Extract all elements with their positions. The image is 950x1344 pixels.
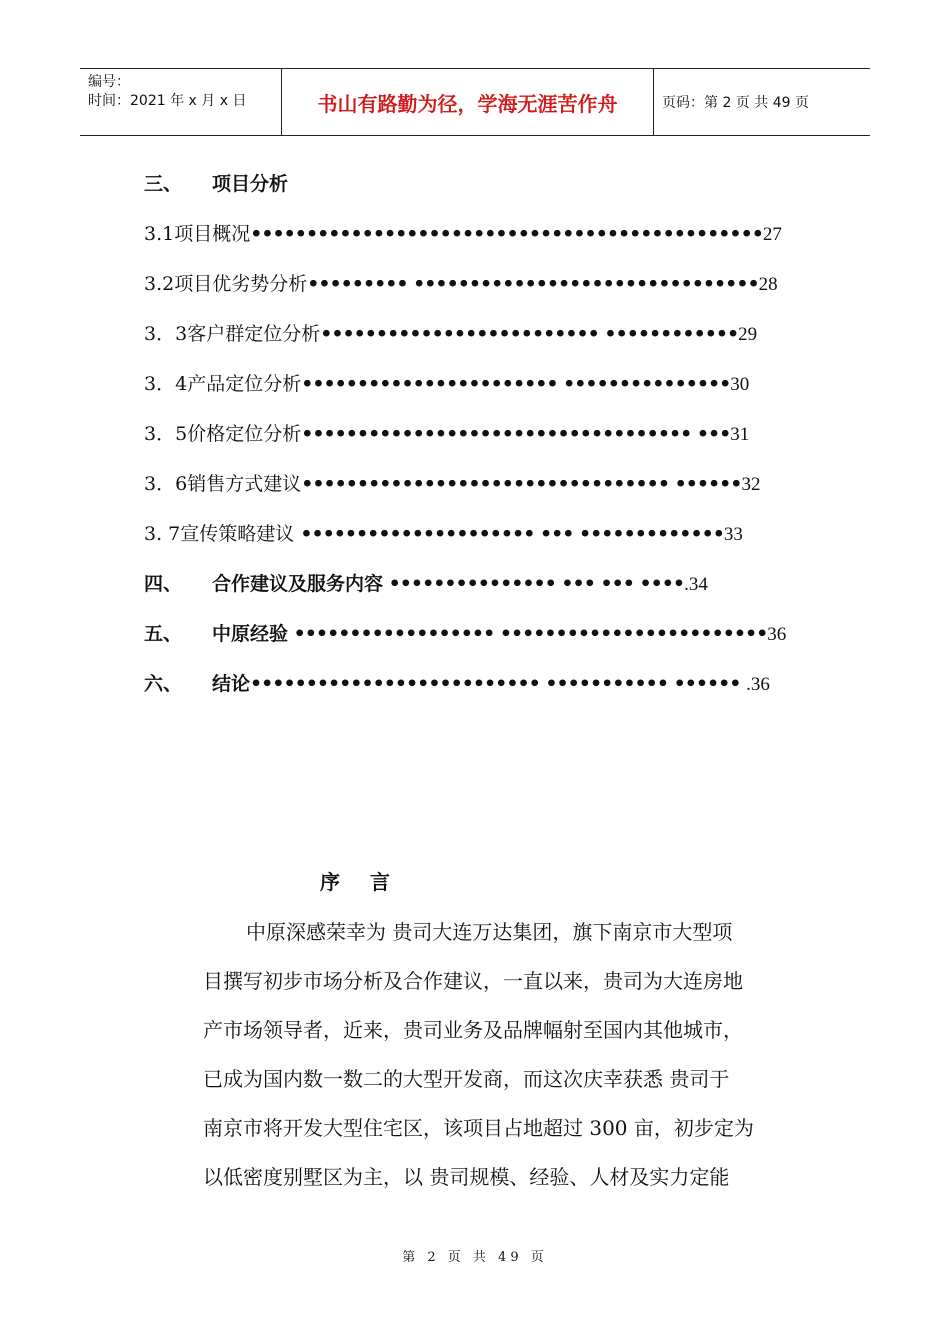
toc-entry [144,166,764,216]
toc-entry-leader: ••••••••••••••• ••• ••• •••• [383,573,685,595]
date-label: 时间：2021 年 x 月 x 日 [88,93,247,109]
toc-entry-number: 3．6 [144,473,188,495]
toc-entry-page: 32 [741,474,761,495]
toc-entry [144,666,770,716]
preface-line: 目撰写初步市场分析及合作建议，一直以来，贵司为大连房地 [203,969,743,993]
toc-entry-number: 3．4 [144,373,188,395]
toc-entry-leader: •••••••••••••••••• •••••••••••••••••••••••• [288,623,768,645]
toc-entry-leader: ••••••••••••••••••••••••••••••••• •••••• [301,473,742,495]
toc-entry-title: 项目概况 [174,223,251,245]
toc-entry-leader: •••••••••••••••••••••••••• ••••••••••• •••••• [250,673,747,695]
toc-entry [144,466,764,516]
toc-entry-title: 价格定位分析 [187,423,302,445]
toc-entry-title: 客户群定位分析 [187,323,321,345]
toc-entry [144,566,764,616]
toc-entry-number: 五、 [144,623,183,645]
toc-entry [144,266,778,316]
toc-entry-title: 项目优劣势分析 [174,273,308,295]
toc-entry-page: 36 [767,624,787,645]
toc-entry-title: 合作建议及服务内容 [212,573,384,595]
preface-line: 中原深感荣幸为 贵司大连万达集团，旗下南京市大型项 [246,920,733,944]
toc-entry-page: 27 [762,224,782,245]
preface-line: 以低密度别墅区为主，以 贵司规模、经验、人材及实力定能 [203,1165,730,1189]
toc-entry-number: 3. 7 [144,523,181,545]
toc-entry [144,316,764,366]
header-motto: 书山有路勤为径，学海无涯苦作舟 [282,69,654,135]
toc-entry-leader: ••••••••••••••••••••••••• •••••••••••• [320,323,739,345]
toc-entry-page: .36 [746,674,770,695]
page-header [80,68,870,136]
toc-entry-page: 33 [723,524,743,545]
toc-entry [144,616,787,666]
toc-entry-number: 六、 [144,673,183,695]
preface-body [203,908,813,1202]
header-page-info: 页码：第 2 页 共 49 页 [662,95,809,111]
preface-line: 南京市将开发大型住宅区，该项目占地超过 300 亩，初步定为 [203,1116,754,1140]
table-of-contents [144,166,787,716]
preface-line: 已成为国内数一数二的大型开发商，而这次庆幸获悉 贵司于 [203,1067,730,1091]
toc-entry-number: 3．3 [144,323,188,345]
toc-entry-page: 29 [738,324,758,345]
toc-entry-number: 四、 [144,573,183,595]
number-label: 编号： [88,74,130,90]
toc-entry-number: 3．5 [144,423,188,445]
toc-entry-title: 销售方式建议 [187,473,302,495]
toc-entry-page: 28 [758,274,778,295]
toc-entry-page: .34 [684,574,708,595]
page-footer: 第 2 页 共 49 页 [402,1250,548,1265]
toc-entry-leader: ••••••••••••••••••••••••••••••••••• ••• [301,423,731,445]
toc-entry-title: 结论 [212,673,251,695]
toc-entry-title: 中原经验 [212,623,289,645]
toc-entry-leader: ••••••••••••••••••••••• ••••••••••••••• [301,373,731,395]
toc-entry [144,366,764,416]
toc-entry-leader: ••••••••••••••••••••• ••• ••••••••••••• [300,523,724,545]
toc-entry [144,416,764,466]
preface-title: 序言 [320,870,420,894]
toc-entry [144,516,764,566]
toc-entry-title: 宣传策略建议 [180,523,301,545]
toc-entry-title: 项目分析 [212,173,289,195]
toc-entry-leader: ••••••••• ••••••••••••••••••••••••••••••• [307,273,759,295]
toc-entry-number: 3.2 [144,273,175,295]
toc-entry-page: 31 [730,424,750,445]
preface-line: 产市场领导者，近来，贵司业务及品牌幅射至国内其他城市， [203,1018,743,1042]
toc-entry-number: 三、 [144,173,183,195]
toc-entry [144,216,782,266]
toc-entry-number: 3.1 [144,223,175,245]
header-meta [80,69,282,135]
toc-entry-title: 产品定位分析 [187,373,302,395]
toc-entry-page: 30 [730,374,750,395]
toc-entry-leader: •••••••••••••••••••••••••••••••••••••••••••••• [250,223,763,245]
